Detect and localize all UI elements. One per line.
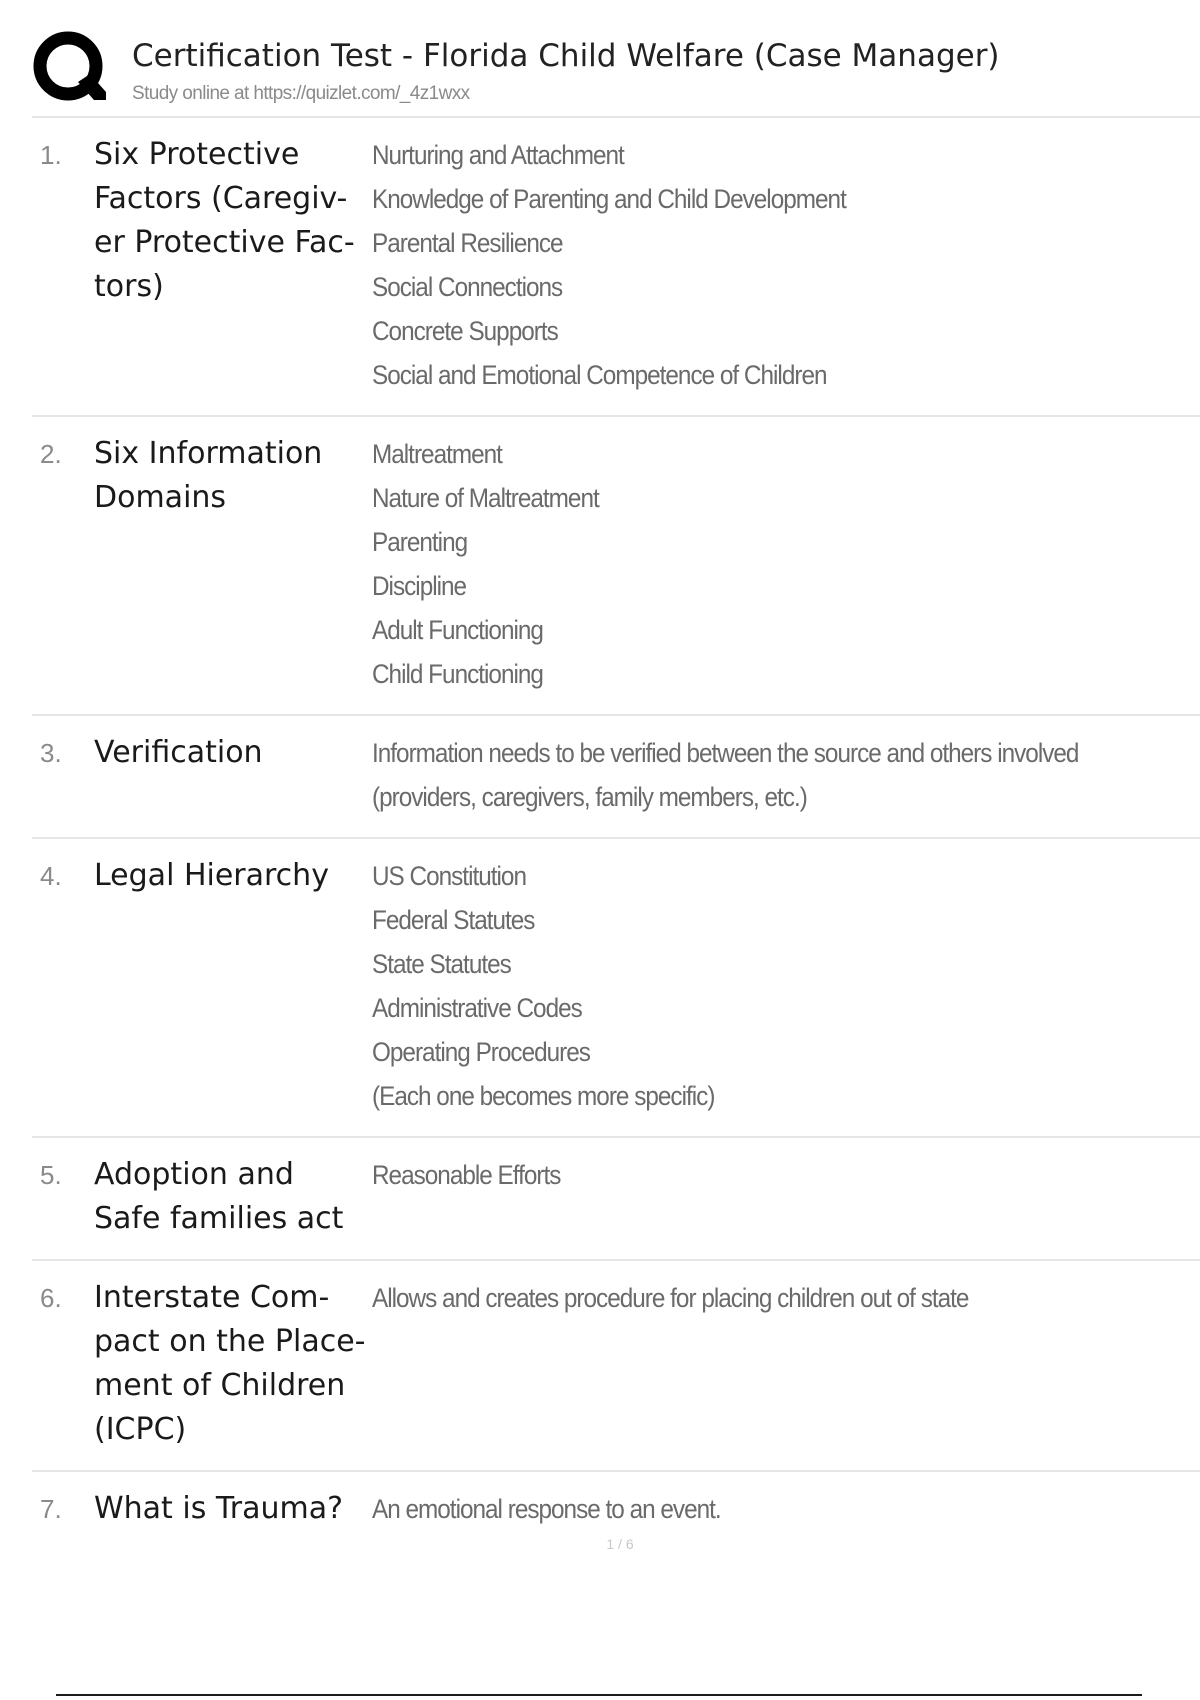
term-line: Domains xyxy=(94,480,227,515)
card-definition xyxy=(372,1276,1117,1320)
card-number: 6. xyxy=(40,1283,62,1313)
definition-line: Operating Procedures xyxy=(372,1037,590,1067)
term-line: Safe families act xyxy=(94,1201,344,1236)
flashcard-list xyxy=(32,118,1200,1549)
card-definition xyxy=(372,731,1117,819)
card-number: 3. xyxy=(40,738,62,768)
term-line: Factors (Caregiv- xyxy=(94,181,348,216)
term-line: Adoption and xyxy=(94,1157,294,1192)
card-definition xyxy=(372,1487,1117,1531)
card-definition xyxy=(372,432,1117,696)
definition-line: Federal Statutes xyxy=(372,905,535,935)
definition-line: Social Connections xyxy=(372,272,563,302)
definition-line: Information needs to be verified between the source and others involved xyxy=(372,738,1079,768)
term-line: Legal Hierarchy xyxy=(94,858,329,893)
definition-line: Administrative Codes xyxy=(372,993,582,1023)
definition-line: Discipline xyxy=(372,571,467,601)
card-term xyxy=(94,432,372,520)
definition-line: Knowledge of Parenting and Child Development xyxy=(372,184,846,214)
term-line: Six Information xyxy=(94,436,323,471)
definition-line: Allows and creates procedure for placing children out of state xyxy=(372,1283,969,1313)
definition-line: An emotional response to an event. xyxy=(372,1494,721,1524)
term-line: ment of Children xyxy=(94,1368,346,1403)
card-definition xyxy=(372,1153,1117,1197)
card-term xyxy=(94,854,372,898)
definition-line: Concrete Supports xyxy=(372,316,558,346)
definition-line: State Statutes xyxy=(372,949,511,979)
footer-divider xyxy=(56,1694,1142,1696)
term-line: er Protective Fac- xyxy=(94,225,355,260)
study-online-link[interactable]: Study online at https://quizlet.com/_4z1wxx xyxy=(132,83,470,104)
card-number: 1. xyxy=(40,140,62,170)
card-term xyxy=(94,1153,372,1241)
card-term xyxy=(94,1276,372,1452)
definition-line: (Each one becomes more specific) xyxy=(372,1081,715,1111)
definition-line: Maltreatment xyxy=(372,439,502,469)
term-line: Verification xyxy=(94,735,263,770)
flashcard-row xyxy=(32,1138,1200,1261)
definition-line: Parental Resilience xyxy=(372,228,563,258)
flashcard-row xyxy=(32,716,1200,839)
definition-line: Child Functioning xyxy=(372,659,543,689)
term-line: pact on the Place- xyxy=(94,1324,366,1359)
definition-line: (providers, caregivers, family members, etc.) xyxy=(372,782,807,812)
document-title: Certification Test - Florida Child Welfare (Case Manager) xyxy=(132,38,1000,74)
term-line: tors) xyxy=(94,269,164,304)
term-line: What is Trauma? xyxy=(94,1491,344,1526)
definition-line: Reasonable Efforts xyxy=(372,1160,561,1190)
flashcard-row xyxy=(32,839,1200,1138)
definition-line: US Constitution xyxy=(372,861,526,891)
definition-line: Adult Functioning xyxy=(372,615,543,645)
card-number: 7. xyxy=(40,1494,62,1524)
card-definition xyxy=(372,854,1117,1118)
page-indicator: 1 / 6 xyxy=(606,1536,634,1552)
card-term xyxy=(94,731,372,775)
definition-line: Nature of Maltreatment xyxy=(372,483,599,513)
card-term xyxy=(94,133,372,309)
card-term xyxy=(94,1487,372,1531)
definition-line: Social and Emotional Competence of Children xyxy=(372,360,827,390)
term-line: (ICPC) xyxy=(94,1412,187,1447)
card-number: 4. xyxy=(40,861,62,891)
flashcard-row xyxy=(32,118,1200,417)
page-header xyxy=(32,30,1200,118)
card-definition xyxy=(372,133,1117,397)
definition-line: Nurturing and Attachment xyxy=(372,140,624,170)
term-line: Six Protective xyxy=(94,137,300,172)
definition-line: Parenting xyxy=(372,527,468,557)
flashcard-row xyxy=(32,417,1200,716)
flashcard-row xyxy=(32,1261,1200,1472)
term-line: Interstate Com- xyxy=(94,1280,330,1315)
card-number: 5. xyxy=(40,1160,62,1190)
quizlet-logo-icon[interactable] xyxy=(32,30,112,110)
card-number: 2. xyxy=(40,439,62,469)
